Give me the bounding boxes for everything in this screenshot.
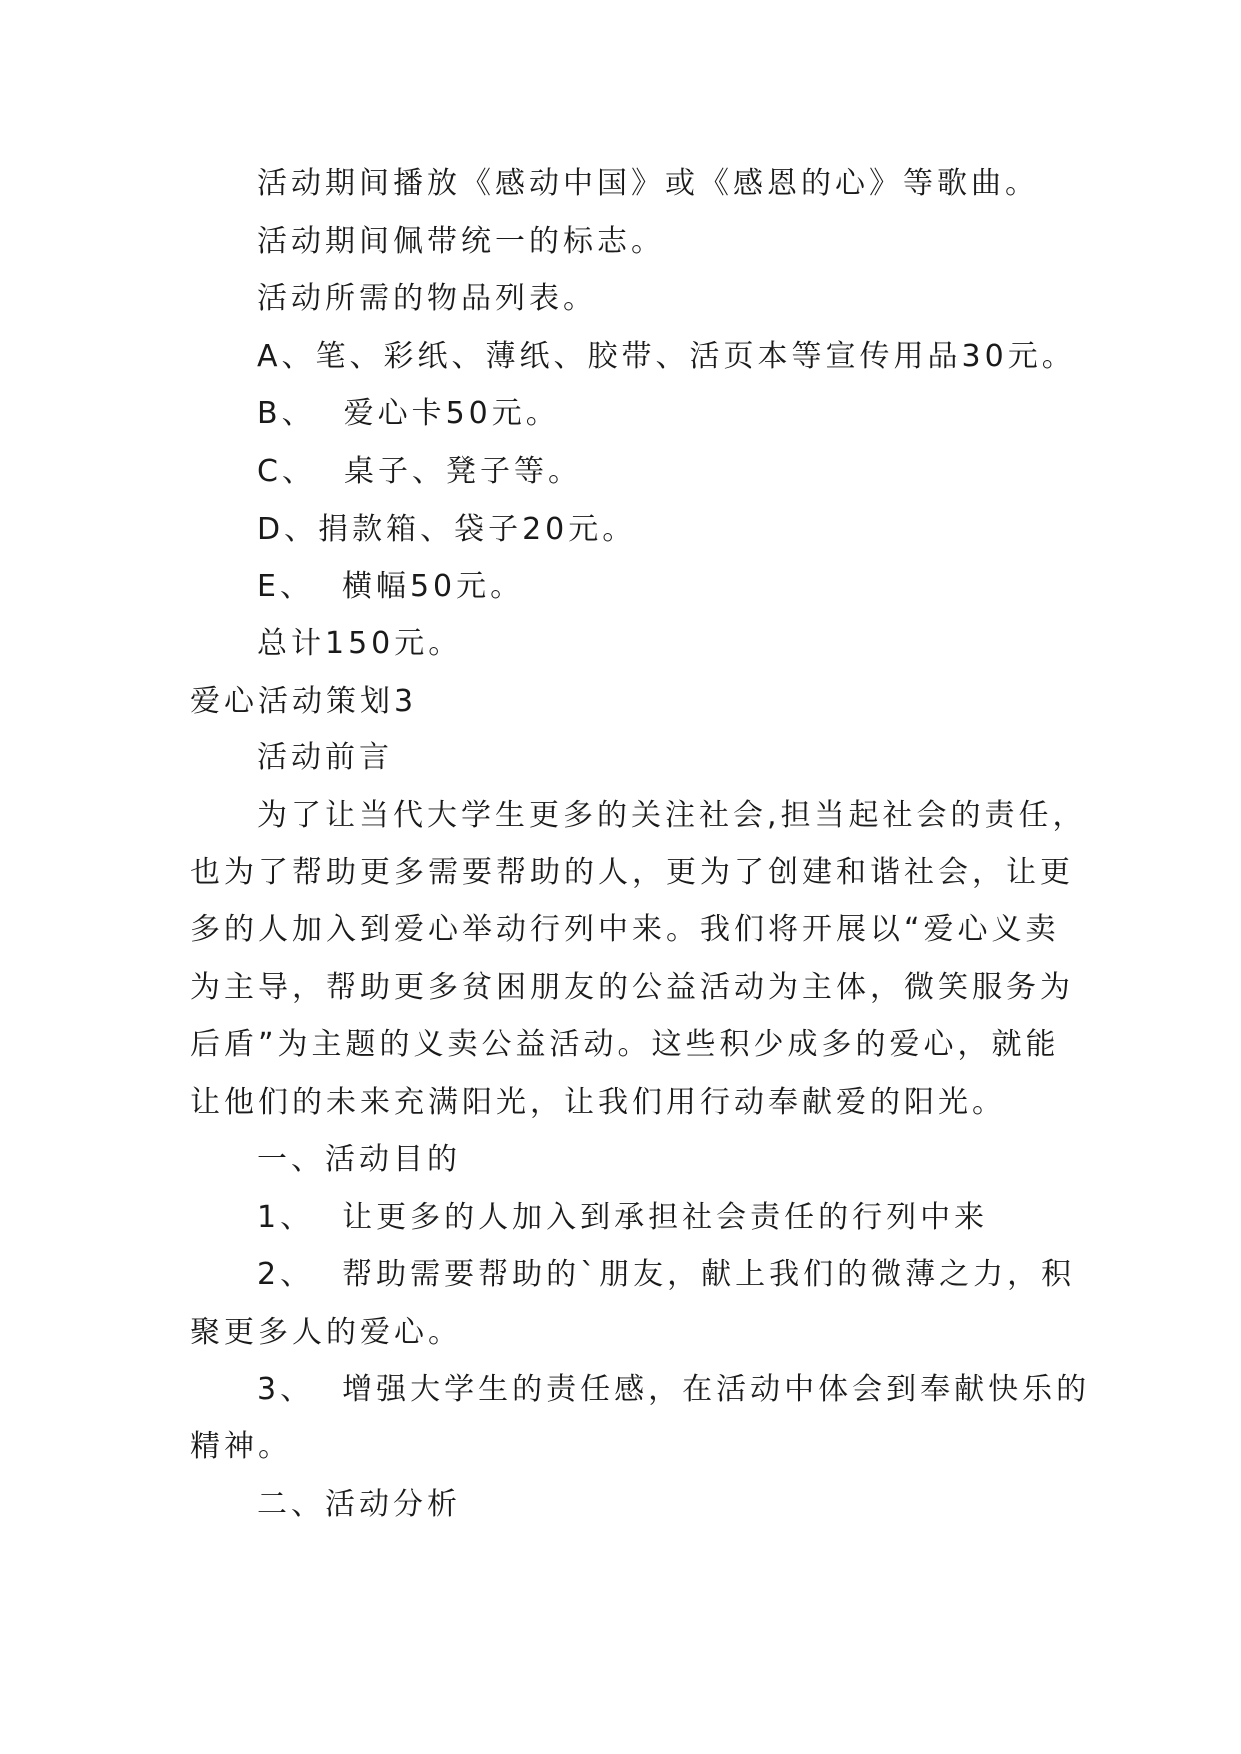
list-marker-b: B、: [257, 396, 316, 431]
paragraph-line-3: 多的人加入到爱心举动行列中来。我们将开展以“爱心义卖: [190, 912, 1060, 947]
paragraph-line-6: 让他们的未来充满阳光，让我们用行动奉献爱的阳光。: [190, 1085, 1006, 1120]
purpose-text-3: 增强大学生的责任感，在活动中体会到奉献快乐的: [342, 1372, 1091, 1407]
paragraph-line-4: 为主导，帮助更多贫困朋友的公益活动为主体，微笑服务为: [190, 970, 1074, 1005]
list-item-c: [257, 452, 582, 492]
body-line-1: 活动期间播放《感动中国》或《感恩的心》等歌曲。: [257, 166, 1039, 201]
list-item-e: [257, 567, 524, 607]
paragraph-line-1: 为了让当代大学生更多的关注社会,担当起社会的责任，: [257, 798, 1087, 833]
list-marker-c: C、: [257, 454, 316, 489]
body-line-2: 活动期间佩带统一的标志。: [257, 224, 665, 259]
list-item-a: A、笔、彩纸、薄纸、胶带、活页本等宣传用品30元。: [257, 339, 1076, 374]
purpose-marker-2: 2、: [257, 1257, 315, 1292]
section-heading: 爱心活动策划3: [190, 684, 418, 719]
paragraph-line-2: 也为了帮助更多需要帮助的人，更为了创建和谐社会，让更: [190, 855, 1074, 890]
list-text-e: 横幅50元。: [341, 569, 525, 604]
paragraph-line-5: 后盾”为主题的义卖公益活动。这些积少成多的爱心，就能: [190, 1027, 1060, 1062]
subheading-purpose: 一、活动目的: [257, 1142, 461, 1177]
list-item-b: [257, 394, 560, 434]
subheading-preface: 活动前言: [257, 740, 393, 775]
total-line: 总计150元。: [257, 626, 463, 661]
purpose-text-1: 让更多的人加入到承担社会责任的行列中来: [342, 1200, 989, 1235]
purpose-text-2: 帮助需要帮助的`朋友，献上我们的微薄之力，积: [342, 1257, 1076, 1292]
purpose-item-1: [257, 1198, 988, 1238]
purpose-item-2: [257, 1255, 1075, 1295]
subheading-analysis: 二、活动分析: [257, 1487, 461, 1522]
purpose-item-3: [257, 1370, 1090, 1410]
purpose-marker-1: 1、: [257, 1200, 315, 1235]
purpose-marker-3: 3、: [257, 1372, 315, 1407]
purpose-item-3-cont: 精神。: [190, 1429, 292, 1464]
list-text-b: 爱心卡50元。: [343, 396, 560, 431]
list-text-c: 桌子、凳子等。: [343, 454, 582, 489]
body-line-3: 活动所需的物品列表。: [257, 281, 597, 316]
list-marker-e: E、: [257, 569, 314, 604]
list-item-d: D、捐款箱、袋子20元。: [257, 512, 637, 547]
purpose-item-2-cont: 聚更多人的爱心。: [190, 1315, 462, 1350]
